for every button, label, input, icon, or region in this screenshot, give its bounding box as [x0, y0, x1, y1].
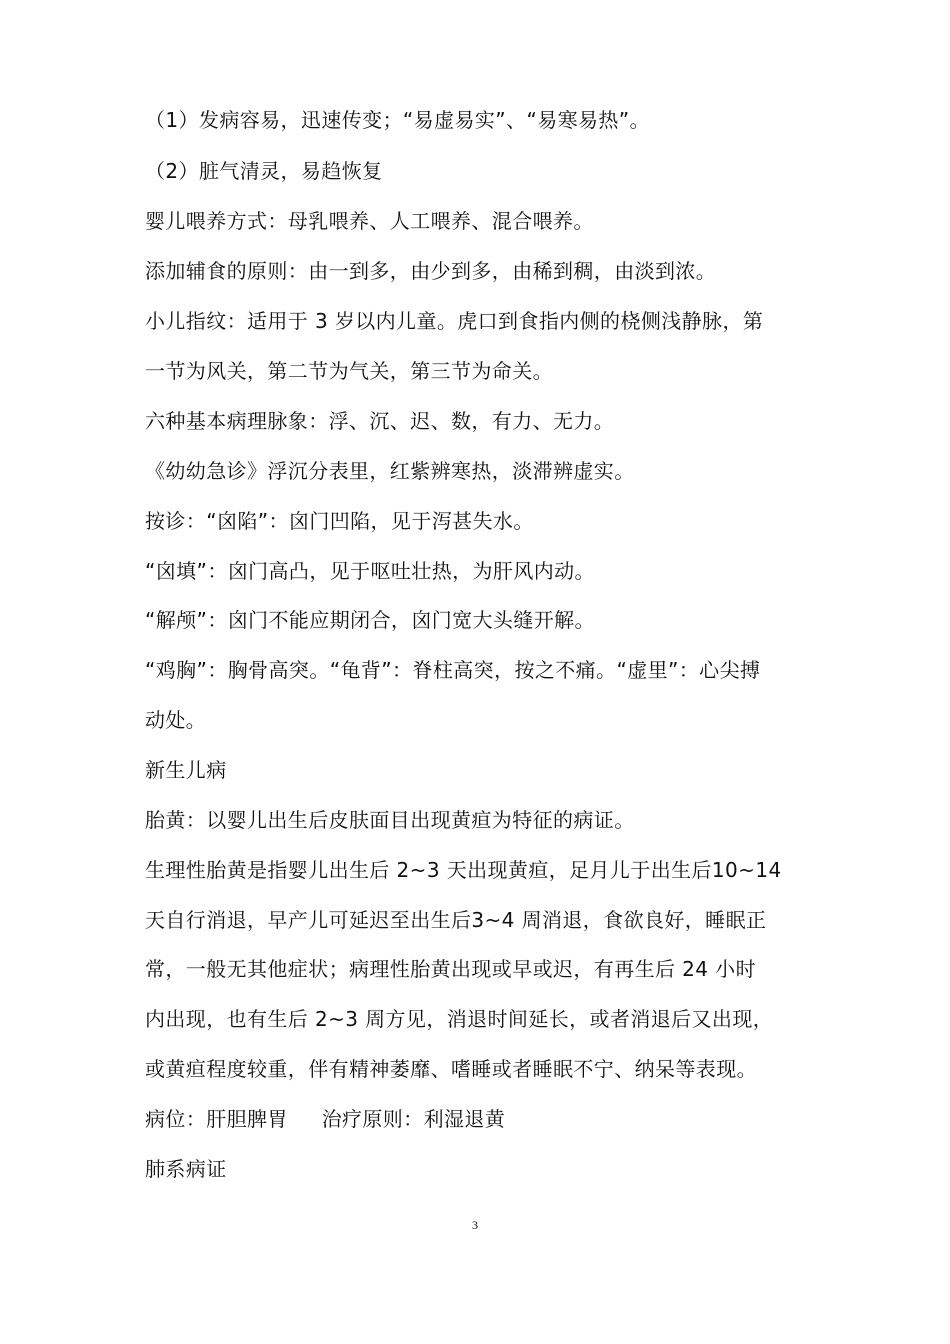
text-line-6: 一节为风关，第二节为气关，第三节为命关。	[145, 359, 553, 383]
text-line-12: “鸡胸”：胸骨高突。“龟背”：脊柱高突，按之不痛。“虚里”：心尖搏	[145, 658, 761, 682]
text-line-21: 病位：肝胆脾胃 治疗原则：利湿退黄	[145, 1107, 506, 1131]
text-line-17: 天自行消退，早产儿可延迟至出生后3~4 周消退，食欲良好，睡眠正	[145, 908, 767, 932]
text-line-11: “解颅”：囟门不能应期闭合，囟门宽大头缝开解。	[145, 608, 595, 632]
text-line-4: 添加辅食的原则：由一到多，由少到多，由稀到稠，由淡到浓。	[145, 259, 717, 283]
text-line-18: 常，一般无其他症状；病理性胎黄出现或早或迟，有再生后 24 小时	[145, 957, 756, 981]
text-line-8: 《幼幼急诊》浮沉分表里，红紫辨寒热，淡滞辨虚实。	[145, 459, 635, 483]
text-line-9: 按诊：“囟陷”：囟门凹陷，见于泻甚失水。	[145, 509, 534, 533]
section-heading-lung: 肺系病证	[145, 1157, 227, 1181]
text-line-15: 胎黄：以婴儿出生后皮肤面目出现黄疸为特征的病证。	[145, 808, 635, 832]
section-heading-newborn: 新生儿病	[145, 758, 227, 782]
text-line-2: （2）脏气清灵，易趋恢复	[145, 159, 383, 183]
page-number: 3	[472, 1218, 478, 1232]
text-line-16: 生理性胎黄是指婴儿出生后 2~3 天出现黄疸，足月儿于出生后10~14	[145, 858, 782, 882]
text-line-10: “囟填”：囟门高凸，见于呕吐壮热，为肝风内动。	[145, 559, 595, 583]
text-line-7: 六种基本病理脉象：浮、沉、迟、数，有力、无力。	[145, 409, 615, 433]
text-line-1: （1）发病容易，迅速传变；“易虚易实”、“易寒易热”。	[145, 108, 650, 132]
text-line-3: 婴儿喂养方式：母乳喂养、人工喂养、混合喂养。	[145, 209, 594, 233]
text-line-13: 动处。	[145, 708, 207, 732]
text-line-20: 或黄疸程度较重，伴有精神萎靡、嗜睡或者睡眠不宁、纳呆等表现。	[145, 1057, 757, 1081]
text-line-19: 内出现，也有生后 2~3 周方见，消退时间延长，或者消退后又出现，	[145, 1007, 774, 1031]
text-line-5: 小儿指纹：适用于 3 岁以内儿童。虎口到食指内侧的桡侧浅静脉，第	[145, 309, 764, 333]
